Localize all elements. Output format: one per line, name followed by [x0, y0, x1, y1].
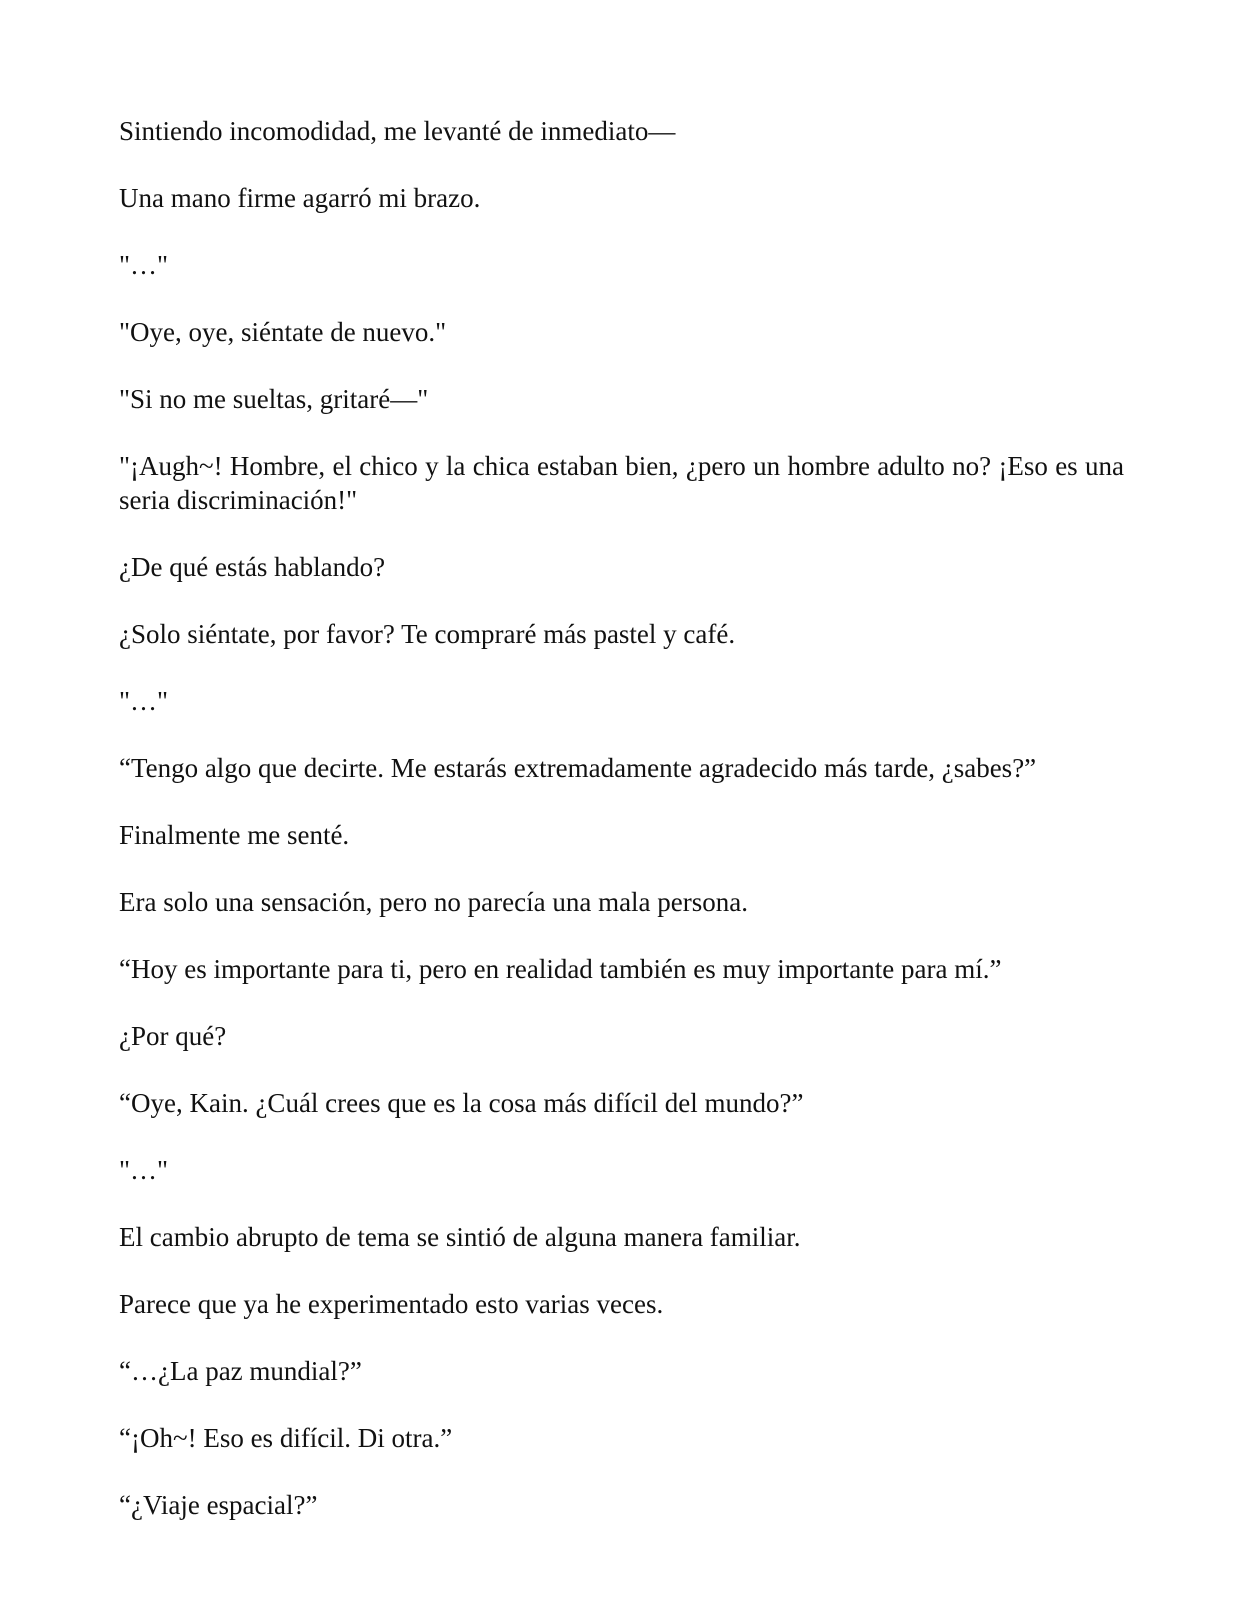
paragraph: Era solo una sensación, pero no parecía una mala persona. [119, 887, 749, 917]
document-body [119, 114, 1124, 1555]
paragraph: “¡Oh~! Eso es difícil. Di otra.” [119, 1423, 453, 1453]
paragraph: ¿Por qué? [119, 1021, 227, 1051]
paragraph: "Oye, oye, siéntate de nuevo." [119, 317, 447, 347]
paragraph: "…" [119, 1155, 169, 1185]
paragraph: “…¿La paz mundial?” [119, 1356, 362, 1386]
paragraph: Finalmente me senté. [119, 820, 350, 850]
paragraph: Sintiendo incomodidad, me levanté de inmediato— [119, 116, 676, 146]
paragraph: “Hoy es importante para ti, pero en realidad también es muy importante para mí.” [119, 954, 1002, 984]
paragraph: ¿Solo siéntate, por favor? Te compraré más pastel y café. [119, 619, 736, 649]
paragraph: “¿Viaje espacial?” [119, 1490, 318, 1520]
paragraph: “Oye, Kain. ¿Cuál crees que es la cosa más difícil del mundo?” [119, 1088, 804, 1118]
paragraph: El cambio abrupto de tema se sintió de alguna manera familiar. [119, 1222, 801, 1252]
paragraph: ¿De qué estás hablando? [119, 552, 386, 582]
paragraph: "…" [119, 250, 169, 280]
paragraph: "Si no me sueltas, gritaré—" [119, 384, 429, 414]
paragraph: Una mano firme agarró mi brazo. [119, 183, 481, 213]
paragraph: "¡Augh~! Hombre, el chico y la chica estaban bien, ¿pero un hombre adulto no? ¡Eso es una seria discriminación!" [119, 451, 1124, 515]
paragraph: Parece que ya he experimentado esto varias veces. [119, 1289, 664, 1319]
paragraph: "…" [119, 686, 169, 716]
paragraph: “Tengo algo que decirte. Me estarás extremadamente agradecido más tarde, ¿sabes?” [119, 753, 1037, 783]
